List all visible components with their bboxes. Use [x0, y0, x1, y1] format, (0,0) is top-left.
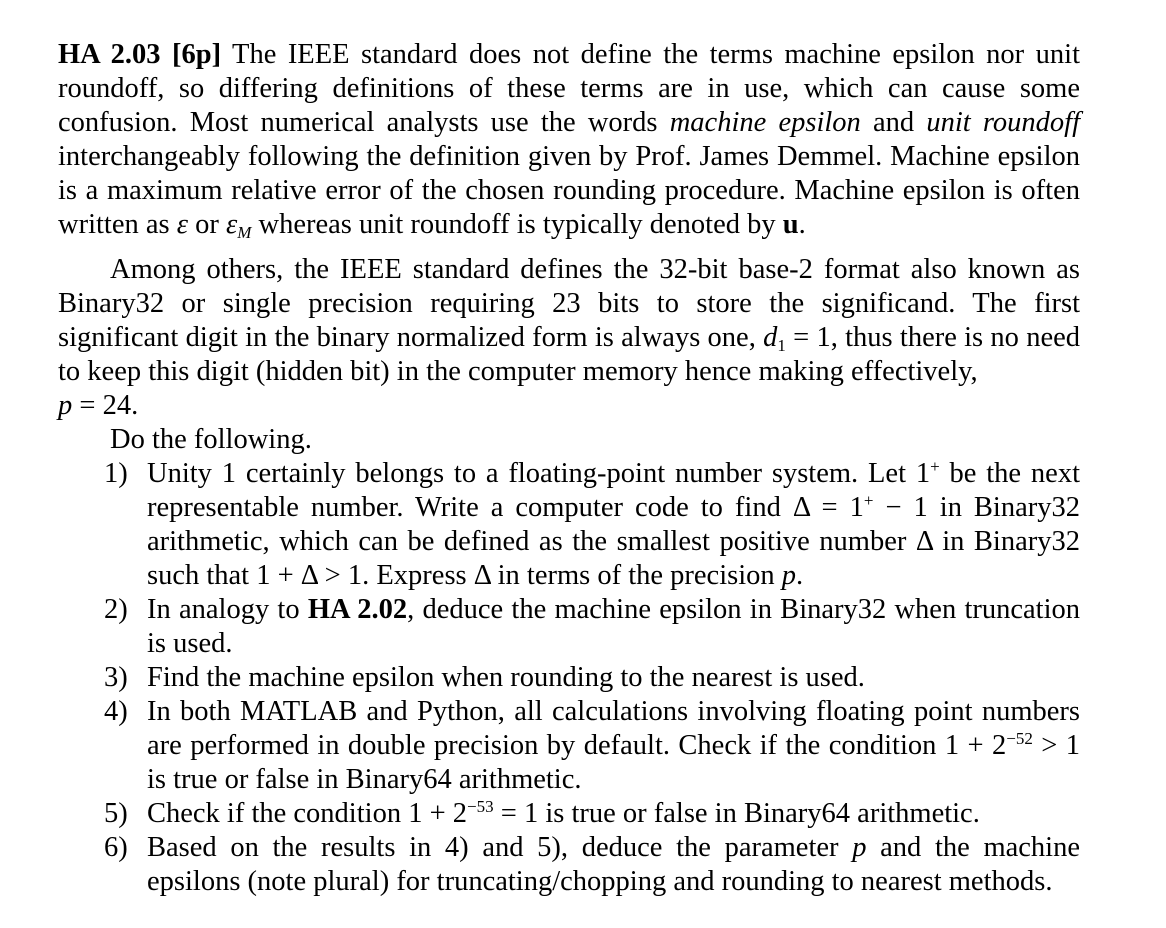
task-6-text-a: Based on the results in 4) and 5), deduce the parameter	[147, 832, 853, 863]
binary32-text-1: Among others, the IEEE standard defines the 32-bit base-2 format also known as Binary32 or single precision requiring 23 bits to store the significand. The first significant digit in the binary normalized form is always one,	[58, 254, 1080, 353]
symbol-epsilon: ε	[176, 209, 188, 240]
task-2-text-a: In analogy to	[147, 594, 308, 625]
term-machine-epsilon: machine epsilon	[669, 107, 861, 138]
task-1-delta-expr	[793, 492, 928, 523]
task-1-sup: +	[930, 456, 940, 476]
task-item-2	[104, 593, 1080, 661]
symbol-u: u	[782, 209, 799, 240]
task-4-text-a: In both MATLAB and Python, all calculations involving floating point numbers are performed in double precision by default. Check if the condition	[147, 696, 1080, 761]
problem-statement	[58, 38, 1080, 899]
task-1-text-f: .	[796, 560, 804, 591]
task-5-text-a: Check if the condition	[147, 798, 409, 829]
intro-text-3: interchangeably following the definition given by Prof. James Demmel. Machine epsilon is a maximum relative error of the chosen rounding procedure. Machine epsilon is often written as	[58, 141, 1080, 240]
term-unit-roundoff: unit roundoff	[926, 107, 1080, 138]
task-4-rest: > 1	[1032, 730, 1081, 761]
task-item-5	[104, 797, 1080, 831]
intro-text-4: or	[187, 209, 226, 240]
task-5-exponent: −53	[467, 796, 494, 816]
symbol-d1	[763, 322, 786, 353]
d1-base: d	[763, 322, 778, 353]
task-1-condition: 1 + Δ > 1	[256, 560, 363, 591]
intro-text-2: and	[860, 107, 927, 138]
task-4-condition	[945, 730, 1080, 761]
task-4-text-b: is true or false in Binary64 arithmetic.	[147, 764, 582, 795]
task-1-delta-sup: +	[863, 490, 874, 510]
task-5-rest: = 1	[493, 798, 539, 829]
task-item-6	[104, 831, 1080, 899]
task-1-delta: Δ = 1	[792, 492, 864, 523]
task-6-text-b: and the machine epsilons (note plural) for truncating/chopping and rounding to nearest methods.	[147, 832, 1080, 897]
task-1-delta-minus: − 1	[873, 492, 928, 523]
do-following-line: Do the following.	[110, 424, 312, 455]
task-3-text: Find the machine epsilon when rounding to the nearest is used.	[147, 662, 865, 693]
task-2-text-b: , deduce the machine epsilon in Binary32 when truncation is used.	[147, 594, 1080, 659]
intro-text-5: whereas unit roundoff is typically denoted by	[251, 209, 783, 240]
task-6-symbol-p: p	[852, 832, 867, 863]
task-4-base: 1 + 2	[944, 730, 1007, 761]
task-number-1: 1)	[104, 458, 128, 489]
task-list	[104, 457, 1080, 899]
task-item-1	[104, 457, 1080, 593]
epsilon-m-subscript: M	[237, 222, 252, 242]
d1-subscript: 1	[777, 335, 786, 355]
task-number-2: 2)	[104, 594, 128, 625]
intro-text-6: .	[798, 209, 806, 240]
intro-text-1: The IEEE standard does not define the terms machine epsilon nor unit roundoff, so differing definitions of these terms are in use, which can cause some confusion. Most numerical analysts use the words	[58, 39, 1080, 138]
symbol-p: p	[58, 390, 73, 421]
task-item-4	[104, 695, 1080, 797]
task-number-6: 6)	[104, 832, 128, 863]
problem-heading: HA 2.03 [6p]	[58, 39, 222, 70]
symbol-epsilon-m	[226, 209, 251, 240]
binary32-paragraph	[58, 253, 1080, 423]
binary32-text-3: = 24.	[72, 390, 139, 421]
binary32-text-2: = 1, thus there is no need to keep this digit (hidden bit) in the computer memory hence making effectively,	[58, 322, 1080, 387]
task-1-text-a: Unity 1 certainly belongs to a floating-point number system. Let 1	[147, 458, 931, 489]
task-4-exponent: −52	[1006, 728, 1033, 748]
task-number-3: 3)	[104, 662, 128, 693]
task-number-5: 5)	[104, 798, 128, 829]
task-1-symbol-p: p	[781, 560, 797, 591]
task-1-text-b: be the next representable number. Write a computer code to find	[147, 458, 1080, 523]
task-5-base: 1 + 2	[408, 798, 468, 829]
task-5-text-b: is true or false in Binary64 arithmetic.	[538, 798, 980, 829]
task-item-3	[104, 661, 1080, 695]
task-5-condition	[408, 798, 538, 829]
task-number-4: 4)	[104, 696, 128, 727]
task-1-text-e: . Express Δ in terms of the precision	[362, 560, 782, 591]
task-2-reference: HA 2.02	[307, 594, 408, 625]
task-1-text-d: in Binary32 arithmetic, which can be defined as the smallest positive number Δ in Binary32 such that	[147, 492, 1080, 591]
epsilon-m-base: ε	[225, 209, 238, 240]
intro-paragraph	[58, 38, 1080, 242]
